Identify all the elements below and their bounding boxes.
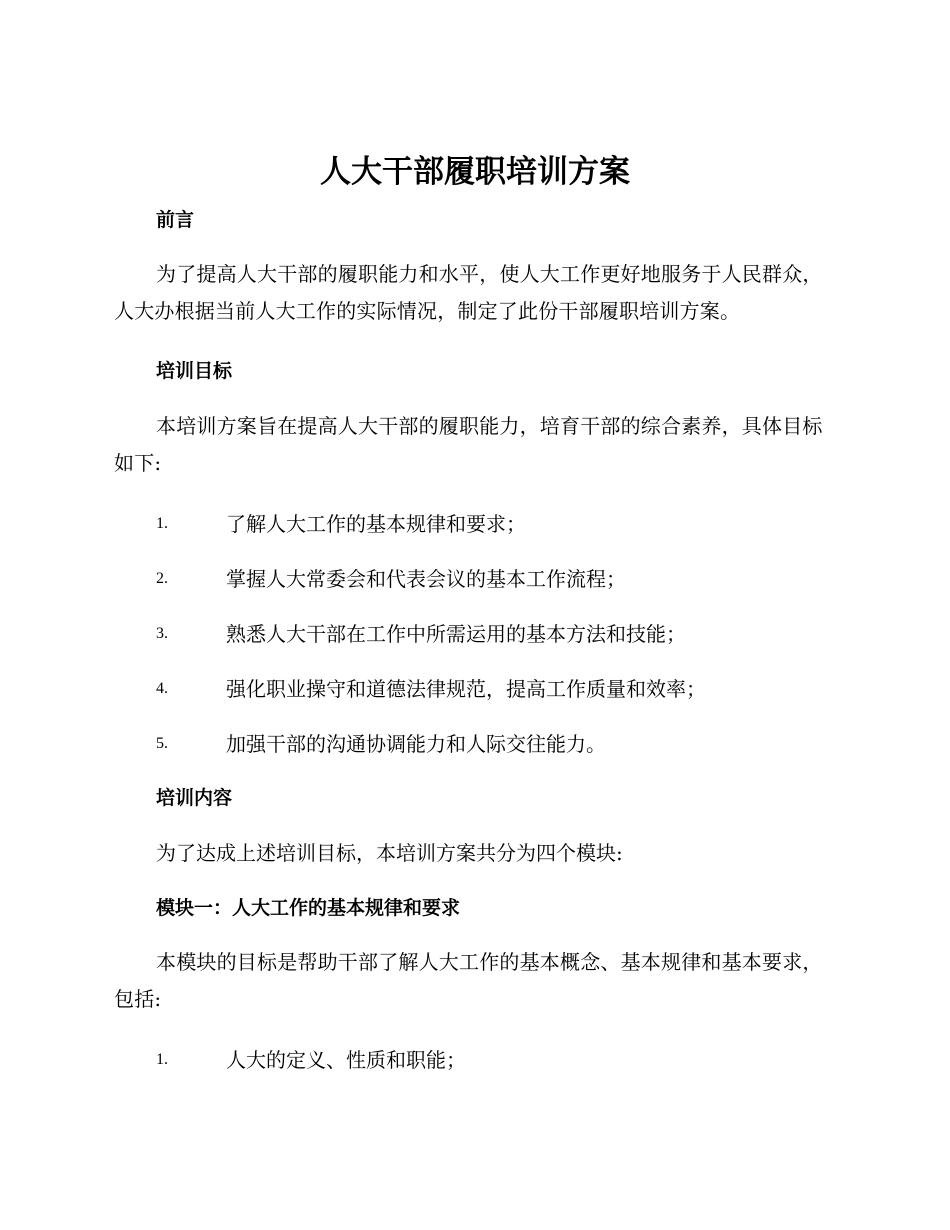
section-heading-preface: 前言 [156,209,195,231]
content-intro-paragraph: 为了达成上述培训目标，本培训方案共分为四个模块: [156,841,623,865]
section-heading-content: 培训内容 [156,787,233,809]
list-item-text: 强化职业操守和道德法律规范，提高工作质量和效率； [226,677,706,701]
list-item-text: 人大的定义、性质和职能； [226,1048,466,1072]
list-number: 3. [156,625,168,642]
module-1-intro-paragraph: 本模块的目标是帮助干部了解人大工作的基本概念、基本规律和基本要求，包括: [114,950,823,1011]
list-number: 2. [156,570,168,587]
module-1-list-item [0,1046,950,1074]
document-title: 人大干部履职培训方案 [320,154,630,190]
goal-list-item [0,620,950,648]
goal-list-item [0,510,950,538]
list-number: 1. [156,515,168,532]
preface-paragraph: 为了提高人大干部的履职能力和水平，使人大工作更好地服务于人民群众，人大办根据当前人大工作的实际情况，制定了此份干部履职培训方案。 [114,262,823,323]
goal-list-item [0,565,950,593]
goal-list-item [0,675,950,703]
list-item-text: 加强干部的沟通协调能力和人际交往能力。 [226,732,606,756]
list-item-text: 熟悉人大干部在工作中所需运用的基本方法和技能； [226,622,686,646]
section-heading-module-1: 模块一：人大工作的基本规律和要求 [156,897,461,919]
list-item-text: 掌握人大常委会和代表会议的基本工作流程； [226,567,626,591]
section-heading-goals: 培训目标 [156,360,233,382]
list-number: 4. [156,680,168,697]
list-number: 1. [156,1051,168,1068]
goals-intro-paragraph: 本培训方案旨在提高人大干部的履职能力，培育干部的综合素养，具体目标如下: [114,414,823,475]
list-number: 5. [156,735,168,752]
list-item-text: 了解人大工作的基本规律和要求； [226,512,526,536]
goal-list-item [0,730,950,758]
